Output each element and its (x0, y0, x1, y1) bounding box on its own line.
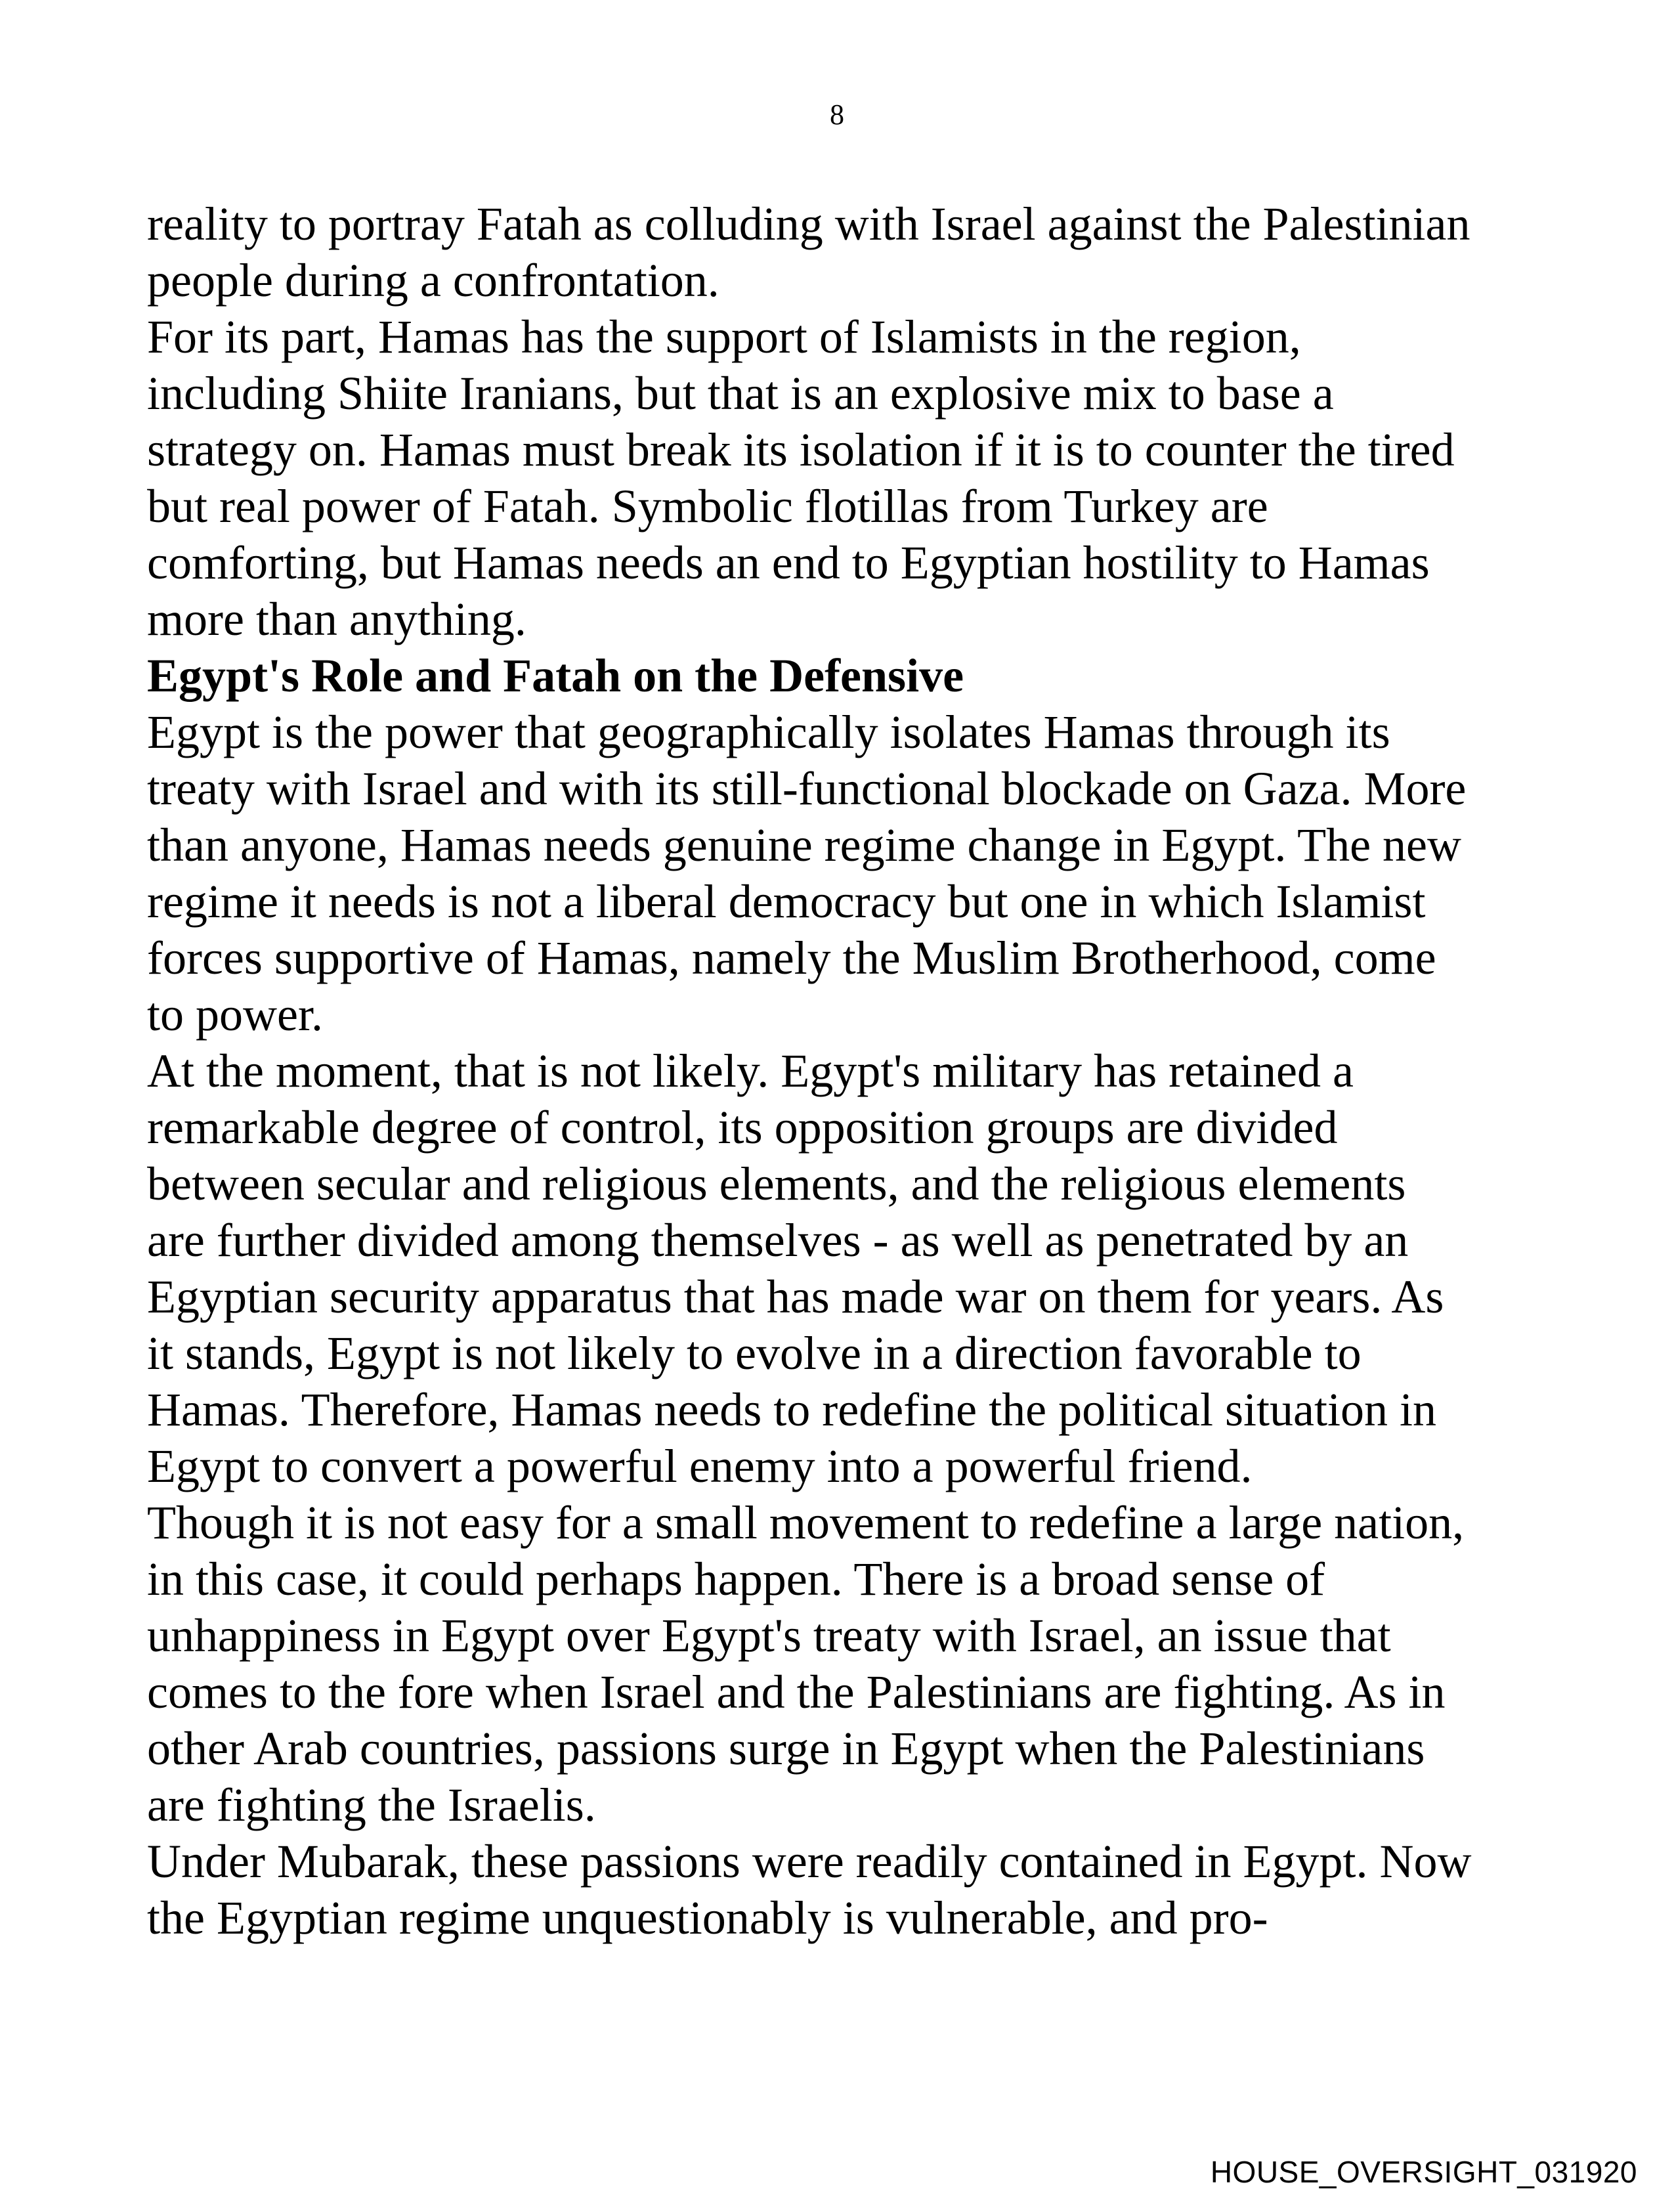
text-line: remarkable degree of control, its opposition groups are divided (147, 1101, 1338, 1154)
article-body (147, 196, 1552, 1946)
text-line: unhappiness in Egypt over Egypt's treaty with Israel, an issue that (147, 1609, 1391, 1662)
text-line: are fighting the Israelis. (147, 1779, 596, 1831)
text-line: comforting, but Hamas needs an end to Egyptian hostility to Hamas (147, 536, 1430, 589)
text-line: reality to portray Fatah as colluding with Israel against the Palestinian (147, 198, 1470, 250)
page-number: 8 (830, 98, 844, 131)
text-line: than anyone, Hamas needs genuine regime change in Egypt. The new (147, 819, 1462, 871)
text-line: other Arab countries, passions surge in Egypt when the Palestinians (147, 1722, 1425, 1775)
document-id-stamp: HOUSE_OVERSIGHT_031920 (1210, 2155, 1637, 2189)
text-line: Egypt is the power that geographically isolates Hamas through its (147, 706, 1390, 758)
text-line: the Egyptian regime unquestionably is vulnerable, and pro- (147, 1892, 1268, 1944)
text-line: to power. (147, 988, 323, 1041)
text-line: Under Mubarak, these passions were readily contained in Egypt. Now (147, 1835, 1472, 1888)
text-line: are further divided among themselves - as well as penetrated by an (147, 1214, 1409, 1267)
text-line: but real power of Fatah. Symbolic flotillas from Turkey are (147, 480, 1268, 532)
text-line: it stands, Egypt is not likely to evolve in a direction favorable to (147, 1327, 1362, 1379)
text-line: Egyptian security apparatus that has made war on them for years. As (147, 1270, 1444, 1323)
text-line: people during a confrontation. (147, 254, 719, 307)
text-line: At the moment, that is not likely. Egypt's military has retained a (147, 1045, 1354, 1097)
text-line: strategy on. Hamas must break its isolation if it is to counter the tired (147, 423, 1455, 476)
section-heading: Egypt's Role and Fatah on the Defensive (147, 649, 964, 702)
text-line: For its part, Hamas has the support of Islamists in the region, (147, 311, 1301, 363)
text-line: between secular and religious elements, and the religious elements (147, 1158, 1406, 1210)
text-line: more than anything. (147, 593, 526, 645)
text-line: in this case, it could perhaps happen. There is a broad sense of (147, 1553, 1325, 1605)
text-line: comes to the fore when Israel and the Palestinians are fighting. As in (147, 1666, 1446, 1718)
text-line: including Shiite Iranians, but that is an explosive mix to base a (147, 367, 1334, 420)
text-line: treaty with Israel and with its still-functional blockade on Gaza. More (147, 762, 1467, 815)
text-line: Hamas. Therefore, Hamas needs to redefine the political situation in (147, 1383, 1437, 1436)
text-line: Egypt to convert a powerful enemy into a powerful friend. (147, 1440, 1253, 1492)
text-line: regime it needs is not a liberal democracy but one in which Islamist (147, 875, 1426, 928)
text-line: forces supportive of Hamas, namely the Muslim Brotherhood, come (147, 932, 1436, 984)
text-line: Though it is not easy for a small movement to redefine a large nation, (147, 1496, 1465, 1549)
